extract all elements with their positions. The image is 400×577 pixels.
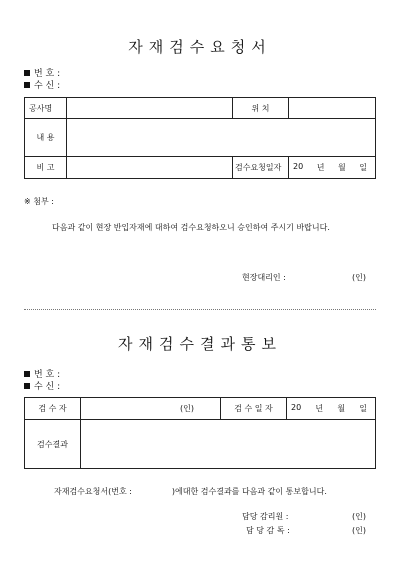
agent-label: 현장대리인 :: [242, 273, 286, 282]
request-date-prefix: 20: [293, 162, 304, 171]
request-date-label: 검수요청일자: [233, 157, 289, 179]
location-label: 위 치: [233, 98, 289, 119]
inspection-result-field[interactable]: [81, 420, 376, 469]
bullet-square-icon: [24, 70, 30, 76]
manager-label: 담 당 감 독 :: [246, 526, 290, 535]
request-recipient-row: [24, 80, 60, 92]
project-field[interactable]: [67, 98, 233, 119]
request-month-unit: 월: [337, 163, 346, 172]
attachment-label: ※ 첨부 :: [24, 197, 54, 206]
content-field[interactable]: [67, 119, 376, 157]
content-label: 내 용: [25, 119, 67, 157]
inspection-result-label: 검수결과: [25, 420, 81, 469]
inspection-year-unit: 년: [315, 404, 324, 413]
project-label: 공사명: [25, 98, 67, 119]
request-day-unit: 일: [359, 163, 367, 172]
inspection-date-label: 검 수 일 자: [221, 398, 287, 420]
result-statement: [54, 486, 374, 497]
result-recipient-row: [24, 381, 60, 393]
result-statement-suffix: )에대한 검수결과를 다음과 같이 통보합니다.: [171, 487, 327, 496]
result-number-row: [24, 369, 60, 381]
request-statement: 다음과 같이 현장 반입자재에 대하여 검수요청하오니 승인하여 주시기 바랍니다.: [52, 223, 330, 232]
inspection-date-prefix: 20: [291, 403, 302, 412]
inspection-month-unit: 월: [337, 404, 346, 413]
result-table: [24, 397, 376, 469]
bullet-square-icon: [24, 371, 30, 377]
inspector-field[interactable]: [81, 398, 221, 420]
remark-label: 비 고: [25, 157, 67, 179]
inspector-label: 검 수 자: [25, 398, 81, 420]
result-recipient-label: 수 신 :: [34, 382, 61, 392]
inspector-seal: (인): [180, 404, 194, 413]
request-recipient-label: 수 신 :: [34, 81, 61, 91]
request-year-unit: 년: [316, 163, 325, 172]
request-title: 자재검수요청서: [128, 38, 272, 56]
result-title: 자재검수결과통보: [118, 335, 282, 353]
supervisor-seal: (인): [352, 512, 366, 521]
request-meta: [24, 68, 60, 92]
bullet-square-icon: [24, 82, 30, 88]
request-number-label: 번 호 :: [34, 69, 61, 79]
request-table: [24, 97, 376, 179]
result-meta: [24, 369, 60, 393]
inspection-date-field[interactable]: [287, 398, 376, 420]
request-date-field[interactable]: [289, 157, 376, 179]
request-number-row: [24, 68, 60, 80]
manager-seal: (인): [352, 526, 366, 535]
result-number-label: 번 호 :: [34, 370, 61, 380]
location-field[interactable]: [289, 98, 376, 119]
result-statement-prefix: 자재검수요청서(번호 :: [54, 487, 132, 496]
bullet-square-icon: [24, 383, 30, 389]
supervisor-label: 담당 감리원 :: [242, 512, 289, 521]
agent-seal: (인): [352, 273, 366, 282]
remark-field[interactable]: [67, 157, 233, 179]
inspection-day-unit: 일: [359, 404, 367, 413]
section-divider: [24, 309, 376, 310]
